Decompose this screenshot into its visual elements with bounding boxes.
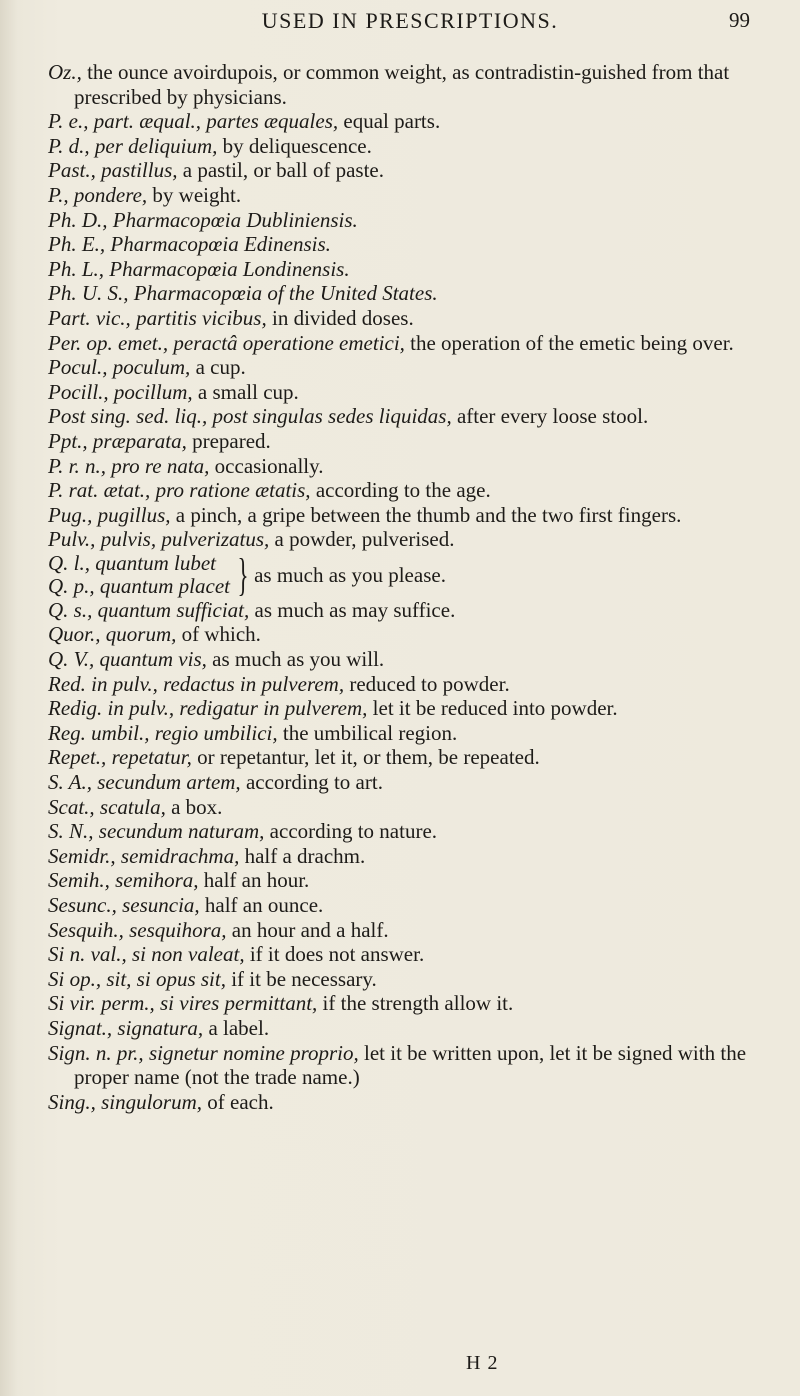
entry-latin: quorum, <box>100 622 177 647</box>
glossary-entry <box>48 1016 768 1041</box>
glossary-entry <box>48 404 768 429</box>
glossary-list <box>48 60 768 1114</box>
glossary-entry <box>48 183 768 208</box>
glossary-entry <box>48 696 768 721</box>
entry-abbreviation: Redig. in pulv., <box>48 696 175 721</box>
glossary-entry <box>48 109 768 134</box>
entry-definition: the operation of the emetic being over. <box>404 330 734 355</box>
glossary-entry <box>48 257 768 282</box>
entry-latin: redactus in pulverem, <box>157 671 345 696</box>
entry-definition: of each. <box>202 1089 274 1114</box>
entry-definition: a label. <box>203 1015 270 1040</box>
glossary-entry <box>48 478 768 503</box>
glossary-entry <box>48 672 768 697</box>
entry-latin: sesuncia, <box>116 893 200 917</box>
entry-latin: part. æqual., partes æquales, <box>88 109 339 134</box>
entry-abbreviation: Post sing. sed. liq., <box>48 404 208 429</box>
entry-abbreviation: Ph. U. S., <box>48 281 129 306</box>
entry-definition: or repetantur, let it, or them, be repeated. <box>191 745 540 770</box>
entry-abbreviation: Oz., <box>48 60 82 84</box>
glossary-entry <box>48 503 768 528</box>
entry-latin: sesquihora, <box>123 917 227 942</box>
entry-latin: pastillus, <box>95 158 178 183</box>
entry-definition: by deliquescence. <box>217 133 372 158</box>
entry-abbreviation: Q. s., <box>48 597 93 622</box>
entry-latin: Pharmacopœia Edinensis. <box>105 232 331 257</box>
entry-latin: quantum sufficiat, <box>92 597 250 622</box>
entry-abbreviation: Sing., <box>48 1089 96 1114</box>
entry-abbreviation: Pug., <box>48 502 93 527</box>
entry-latin: pulvis, pulverizatus, <box>95 527 270 552</box>
entry-definition: the ounce avoirdupois, or common weight, as contradistin-guished from that prescribed by physicians. <box>74 60 730 109</box>
glossary-entry <box>48 868 768 893</box>
entry-abbreviation: P., <box>48 182 69 207</box>
entry-definition: half an hour. <box>198 868 310 893</box>
entry-abbreviation: Repet., <box>48 745 107 770</box>
entry-definition: if it be necessary. <box>225 966 377 991</box>
entry-abbreviation: Ph. D., <box>48 207 108 232</box>
entry-latin: peractâ operatione emetici, <box>168 330 405 355</box>
entry-definition: a pastil, or ball of paste. <box>177 158 384 183</box>
page-number: 99 <box>729 8 750 32</box>
entry-abbreviation: P. d., <box>48 133 90 158</box>
entry-latin: regio umbilici, <box>149 720 278 745</box>
entry-latin: signatura, <box>112 1015 204 1040</box>
entry-latin: singulorum, <box>95 1089 203 1114</box>
entry-abbreviation: Semidr., <box>48 843 116 868</box>
entry-abbreviation: Ph. L., <box>48 256 105 281</box>
entry-definition: as much as you will. <box>206 647 385 672</box>
entry-definition: an hour and a half. <box>226 917 389 942</box>
page-header <box>70 8 750 38</box>
entry-abbreviation: Sesquih., <box>48 917 124 942</box>
grouped-entry-line: Q. p., quantum placet <box>48 573 230 598</box>
glossary-entry <box>48 208 768 233</box>
glossary-entry <box>48 1041 768 1090</box>
glossary-entry <box>48 60 768 109</box>
glossary-entry <box>48 622 768 647</box>
entry-abbreviation: Part. vic., <box>48 305 131 330</box>
entry-definition: a pinch, a gripe between the thumb and the two first fingers. <box>170 502 682 527</box>
entry-abbreviation: Si n. val., <box>48 942 127 967</box>
glossary-entry <box>48 844 768 869</box>
entry-abbreviation: Pocill., <box>48 379 109 404</box>
entry-definition: if the strength allow it. <box>317 991 514 1016</box>
entry-latin: repetatur, <box>106 745 192 770</box>
glossary-entry <box>48 745 768 770</box>
glossary-entry <box>48 991 768 1016</box>
glossary-entry <box>48 819 768 844</box>
glossary-entry <box>48 770 768 795</box>
entry-latin: semidrachma, <box>115 843 240 868</box>
entry-abbreviation: Red. in pulv., <box>48 671 158 696</box>
glossary-entry <box>48 306 768 331</box>
glossary-entry <box>48 918 768 943</box>
entry-abbreviation: Per. op. emet., <box>48 330 169 355</box>
entry-definition: prepared. <box>186 428 271 453</box>
grouped-entry <box>48 548 768 600</box>
glossary-entry <box>48 380 768 405</box>
entry-definition: according to art. <box>240 770 383 795</box>
glossary-entry <box>48 795 768 820</box>
entry-abbreviation: P. r. n., <box>48 453 106 478</box>
glossary-entry <box>48 281 768 306</box>
entry-abbreviation: Pocul., <box>48 355 108 380</box>
entry-latin: partitis vicibus, <box>130 305 267 330</box>
entry-abbreviation: S. N., <box>48 819 94 844</box>
entry-definition: according to the age. <box>310 478 491 503</box>
entry-latin: pocillum, <box>108 379 193 404</box>
running-title: USED IN PRESCRIPTIONS. <box>261 8 559 33</box>
entry-definition: in divided doses. <box>266 305 414 330</box>
entry-definition: half an ounce. <box>199 893 324 917</box>
entry-latin: scatula, <box>94 794 166 819</box>
entry-latin: sit, si opus sit, <box>101 966 226 991</box>
glossary-entry <box>48 134 768 159</box>
entry-abbreviation: Ph. E., <box>48 232 106 257</box>
entry-abbreviation: Quor., <box>48 622 101 647</box>
entry-latin: quantum vis, <box>94 647 207 672</box>
entry-latin: secundum naturam, <box>93 819 265 844</box>
grouped-entry-line: Q. l., quantum lubet <box>48 550 216 575</box>
glossary-entry <box>48 893 768 918</box>
entry-abbreviation: S. A., <box>48 770 92 795</box>
entry-definition: a cup. <box>190 355 246 380</box>
glossary-entry <box>48 527 768 552</box>
glossary-entry <box>48 429 768 454</box>
entry-definition: a powder, pulverised. <box>269 527 455 552</box>
glossary-entry <box>48 598 768 623</box>
glossary-entry <box>48 232 768 257</box>
glossary-entry <box>48 158 768 183</box>
entry-abbreviation: Sign. n. pr., <box>48 1040 144 1065</box>
entry-latin: Pharmacopœia Dubliniensis. <box>107 207 358 232</box>
entry-abbreviation: Sesunc., <box>48 893 117 917</box>
entry-definition: if it does not answer. <box>244 942 425 967</box>
glossary-entry <box>48 942 768 967</box>
entry-abbreviation: Signat., <box>48 1015 113 1040</box>
entry-definition: let it be reduced into powder. <box>367 696 618 721</box>
entry-latin: pondere, <box>68 182 148 207</box>
entry-definition: as much as may suffice. <box>249 597 456 622</box>
entry-definition: let it be written upon, let it be signed with the proper name (not the trade name.) <box>74 1040 747 1090</box>
signature-mark: H 2 <box>466 1352 499 1374</box>
entry-latin: si non valeat, <box>126 942 245 967</box>
entry-abbreviation: Scat., <box>48 794 95 819</box>
entry-latin: per deliquium, <box>89 133 218 158</box>
brace-mark: } <box>237 548 249 600</box>
entry-definition: by weight. <box>147 182 242 207</box>
entry-definition: of which. <box>176 622 261 647</box>
entry-latin: præparata, <box>87 428 187 453</box>
entry-abbreviation: Past., <box>48 158 96 183</box>
entry-abbreviation: Semih., <box>48 868 110 893</box>
entry-definition: a small cup. <box>192 379 299 404</box>
entry-abbreviation: Reg. umbil., <box>48 720 150 745</box>
entry-latin: pro re nata, <box>105 453 210 478</box>
entry-latin: semihora, <box>109 868 199 893</box>
entry-latin: secundum artem, <box>91 770 241 795</box>
entry-definition: the umbilical region. <box>277 720 458 745</box>
entry-definition: reduced to powder. <box>344 671 510 696</box>
entry-latin: pro ratione ætatis, <box>150 478 311 503</box>
entry-abbreviation: Pulv., <box>48 527 96 552</box>
entry-latin: Pharmacopœia of the United States. <box>128 281 438 306</box>
entry-latin: si vires permittant, <box>154 991 318 1016</box>
entry-latin: post singulas sedes liquidas, <box>207 404 452 429</box>
entry-latin: signetur nomine proprio, <box>143 1040 359 1065</box>
entry-definition: equal parts. <box>338 109 441 134</box>
entry-abbreviation: Q. V., <box>48 647 95 672</box>
entry-abbreviation: Si vir. perm., <box>48 991 155 1016</box>
entry-latin: redigatur in pulverem, <box>174 696 368 721</box>
entry-abbreviation: Si op., <box>48 966 102 991</box>
entry-definition: occasionally. <box>209 453 324 478</box>
entry-abbreviation: P. rat. ætat., <box>48 478 151 503</box>
entry-definition: a box. <box>165 794 223 819</box>
entry-definition: after every loose stool. <box>451 404 649 429</box>
entry-abbreviation: Ppt., <box>48 428 88 453</box>
entry-latin: pugillus, <box>92 502 171 527</box>
entry-abbreviation: P. e., <box>48 109 89 134</box>
grouped-entry-definition: as much as you please. <box>254 562 446 587</box>
entry-definition: half a drachm. <box>239 843 366 868</box>
glossary-entry <box>48 331 768 356</box>
entry-latin: Pharmacopœia Londinensis. <box>104 256 350 281</box>
glossary-entry <box>48 721 768 746</box>
glossary-entry <box>48 454 768 479</box>
entry-latin: poculum, <box>107 355 191 380</box>
glossary-entry <box>48 1090 768 1115</box>
glossary-entry <box>48 967 768 992</box>
entry-definition: according to nature. <box>264 819 438 844</box>
glossary-entry <box>48 647 768 672</box>
glossary-entry <box>48 355 768 380</box>
